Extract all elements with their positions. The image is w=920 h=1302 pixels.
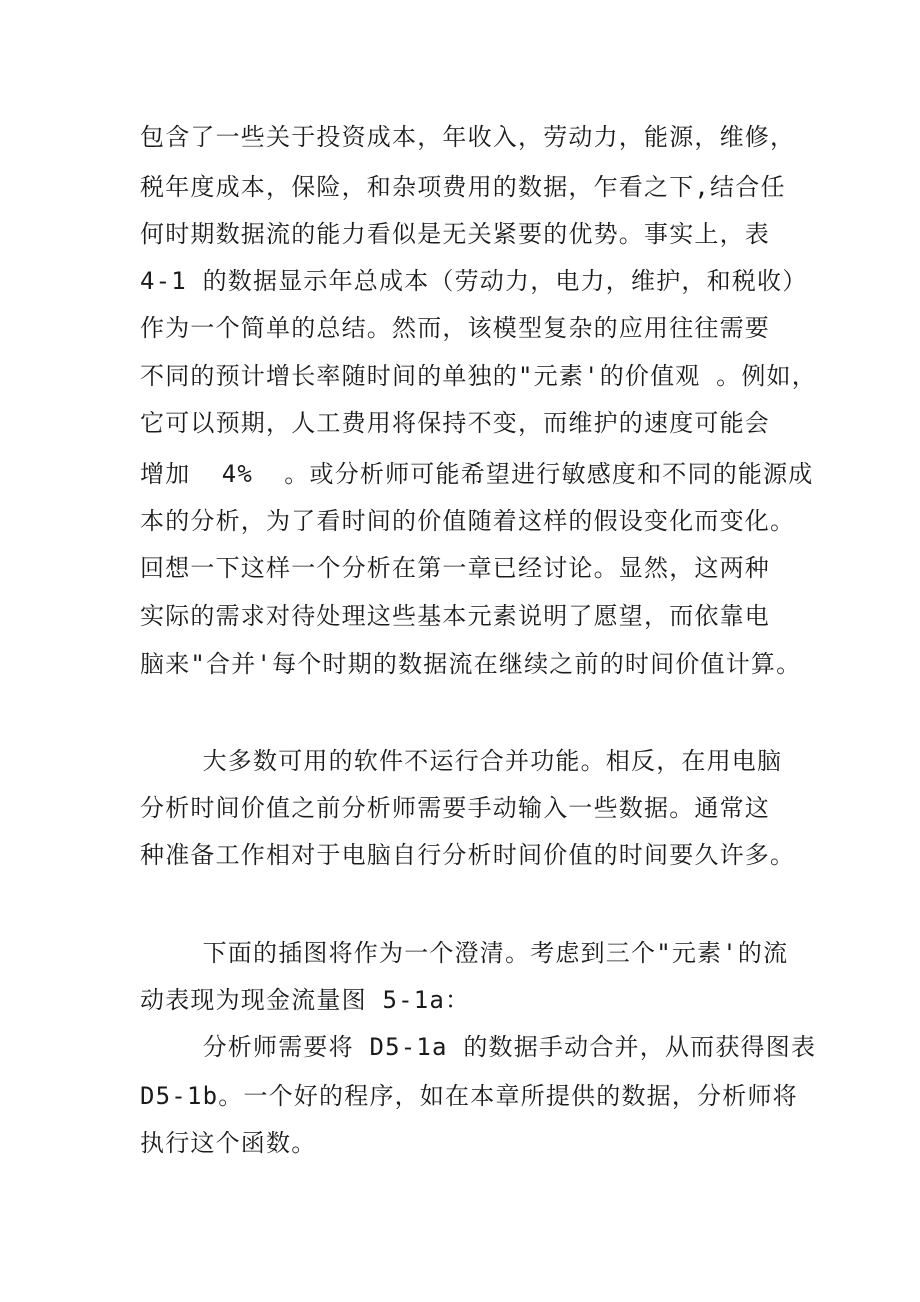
text-line: 何时期数据流的能力看似是无关紧要的优势。事实上，表 <box>140 220 770 248</box>
text-line: 执行这个函数。 <box>140 1129 317 1157</box>
text-line: 分析师需要将 D5-1a 的数据手动合并，从而获得图表 <box>140 1033 817 1061</box>
text-line: 4-1 的数据显示年总成本（劳动力，电力，维护，和税收） <box>140 267 808 295</box>
text-line: D5-1b。一个好的程序，如在本章所提供的数据，分析师将 <box>140 1082 798 1110</box>
text-line: 分析时间价值之前分析师需要手动输入一些数据。通常这 <box>140 794 770 822</box>
text-line: 大多数可用的软件不运行合并功能。相反，在用电脑 <box>140 747 783 775</box>
text-line: 包含了一些关于投资成本，年收入，劳动力，能源，维修， <box>140 123 796 151</box>
text-line: 实际的需求对待处理这些基本元素说明了愿望，而依靠电 <box>140 602 770 630</box>
text-line: 回想一下这样一个分析在第一章已经讨论。显然，这两种 <box>140 554 770 582</box>
text-line: 动表现为现金流量图 5-1a： <box>140 986 471 1014</box>
text-line: 下面的插图将作为一个澄清。考虑到三个"元素'的流 <box>140 939 789 967</box>
text-line: 作为一个简单的总结。然而，该模型复杂的应用往往需要 <box>140 314 770 342</box>
text-line: 本的分析，为了看时间的价值随着这样的假设变化而变化。 <box>140 507 796 535</box>
text-line: 增加 4% 。或分析师可能希望进行敏感度和不同的能源成 <box>140 460 814 488</box>
text-line: 不同的预计增长率随时间的单独的"元素'的价值观 。例如， <box>140 362 817 390</box>
text-line: 种准备工作相对于电脑自行分析时间价值的时间要久许多。 <box>140 841 796 869</box>
text-line: 它可以预期，人工费用将保持不变，而维护的速度可能会 <box>140 409 770 437</box>
text-line: 税年度成本，保险，和杂项费用的数据，乍看之下,结合任 <box>140 173 786 201</box>
text-line: 脑来"合并'每个时期的数据流在继续之前的时间价值计算。 <box>140 650 802 678</box>
